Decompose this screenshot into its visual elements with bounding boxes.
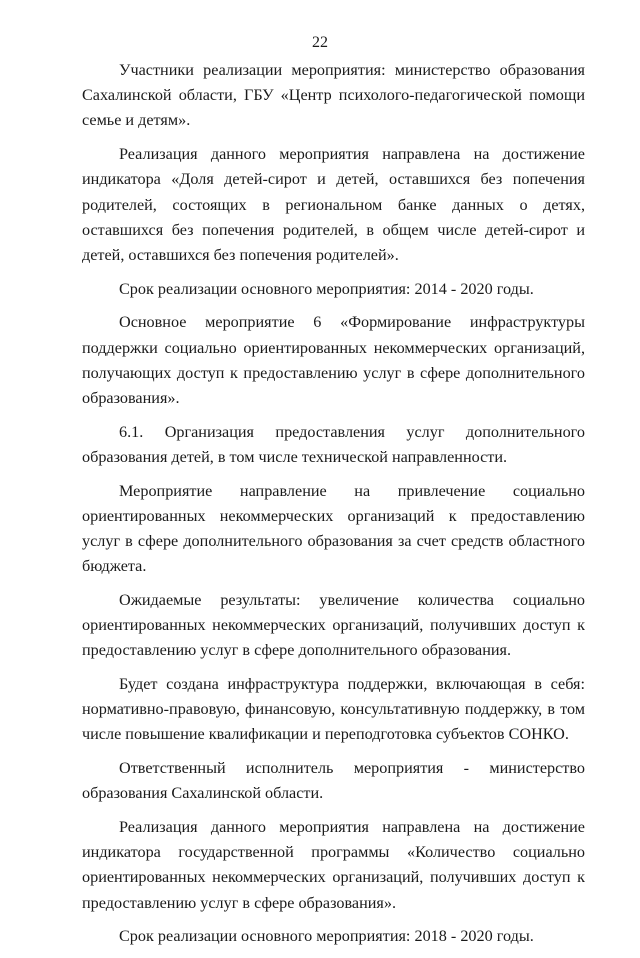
paragraph-term-2014-2020: Срок реализации основного мероприятия: 2014 - 2020 годы. xyxy=(119,279,534,298)
paragraph-term-2018-2020: Срок реализации основного мероприятия: 2018 - 2020 годы. xyxy=(119,927,534,946)
paragraph-activity-6-1: 6.1. Организация предоставления услуг дополнительного образования детей, в том числе технической направленности. xyxy=(82,422,585,466)
paragraph-infrastructure: Будет создана инфраструктура поддержки, включающая в себя: нормативно-правовую, финансовую, консультативную поддержку, в том числе повышение квалификации и переподготовка субъектов СОНКО. xyxy=(82,674,585,744)
paragraph-expected-results: Ожидаемые результаты: увеличение количества социально ориентированных некоммерческих организаций, получивших доступ к предоставлению услуг в сфере дополнительного образования. xyxy=(82,590,585,660)
paragraph-activity-direction: Мероприятие направление на привлечение социально ориентированных некоммерческих организаций к предоставлению услуг в сфере дополнительного образования за счет средств областного бюджета. xyxy=(82,481,585,576)
paragraph-indicator-program: Реализация данного мероприятия направлена на достижение индикатора государственной программы «Количество социально ориентированных некоммерческих организаций, получивших доступ к предоставлению услуг в сфере образования». xyxy=(82,817,585,912)
document-body xyxy=(82,58,585,958)
paragraph-indicator-orphans: Реализация данного мероприятия направлена на достижение индикатора «Доля детей-сирот и детей, оставшихся без попечения родителей, состоящих в региональном банке данных о детях, оставшихся без попечения родителей, в общем числе детей-сирот и детей, оставшихся без попечения родителей». xyxy=(82,145,585,264)
paragraph-responsible-executor: Ответственный исполнитель мероприятия - министерство образования Сахалинской области. xyxy=(82,759,585,803)
paragraph-main-activity-6: Основное мероприятие 6 «Формирование инфраструктуры поддержки социально ориентированных некоммерческих организаций, получающих доступ к предоставлению услуг в сфере дополнительного образования». xyxy=(82,313,585,407)
paragraph-participants: Участники реализации мероприятия: министерство образования Сахалинской области, ГБУ «Центр психолого-педагогической помощи семье и детям». xyxy=(82,61,585,130)
page-number: 22 xyxy=(312,34,328,51)
